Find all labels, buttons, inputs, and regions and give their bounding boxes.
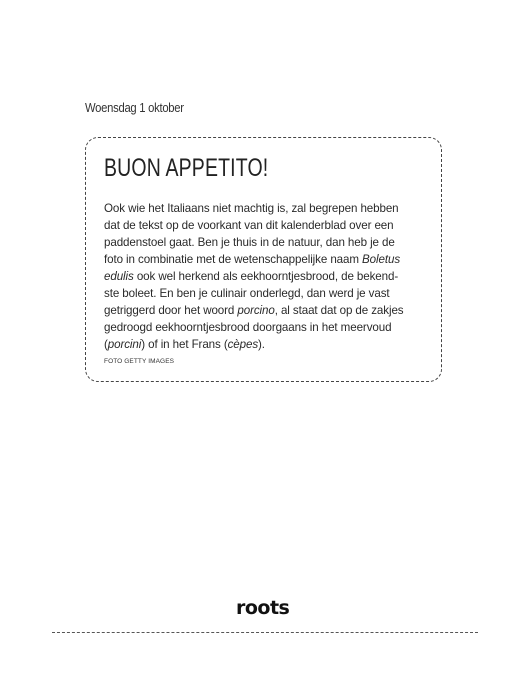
card-title: BUON APPETITO! bbox=[104, 154, 269, 182]
text-card bbox=[85, 137, 442, 382]
body-line: (porcini) of in het Frans (cèpes). bbox=[104, 338, 265, 351]
cut-line bbox=[52, 632, 478, 633]
date-heading: Woensdag 1 oktober bbox=[85, 101, 184, 115]
body-line: paddenstoel gaat. Ben je thuis in de natuur, dan heb je de bbox=[104, 236, 395, 249]
body-line: foto in combinatie met de wetenschappelijke naam Boletus bbox=[104, 253, 401, 266]
body-line: dat de tekst op de voorkant van dit kalenderblad over een bbox=[104, 219, 394, 232]
body-line: getriggerd door het woord porcino, al staat dat op de zakjes bbox=[104, 304, 404, 317]
body-line: gedroogd eekhoorntjesbrood doorgaans in het meervoud bbox=[104, 321, 392, 334]
roots-logo: roots bbox=[236, 597, 290, 619]
photo-credit: FOTO GETTY IMAGES bbox=[104, 358, 175, 365]
body-line: ste boleet. En ben je culinair onderlegd, dan werd je vast bbox=[104, 287, 390, 300]
body-line: edulis ook wel herkend als eekhoorntjesbrood, de bekend- bbox=[104, 270, 399, 283]
card-body bbox=[104, 200, 434, 353]
body-line: Ook wie het Italiaans niet machtig is, zal begrepen hebben bbox=[104, 202, 399, 215]
